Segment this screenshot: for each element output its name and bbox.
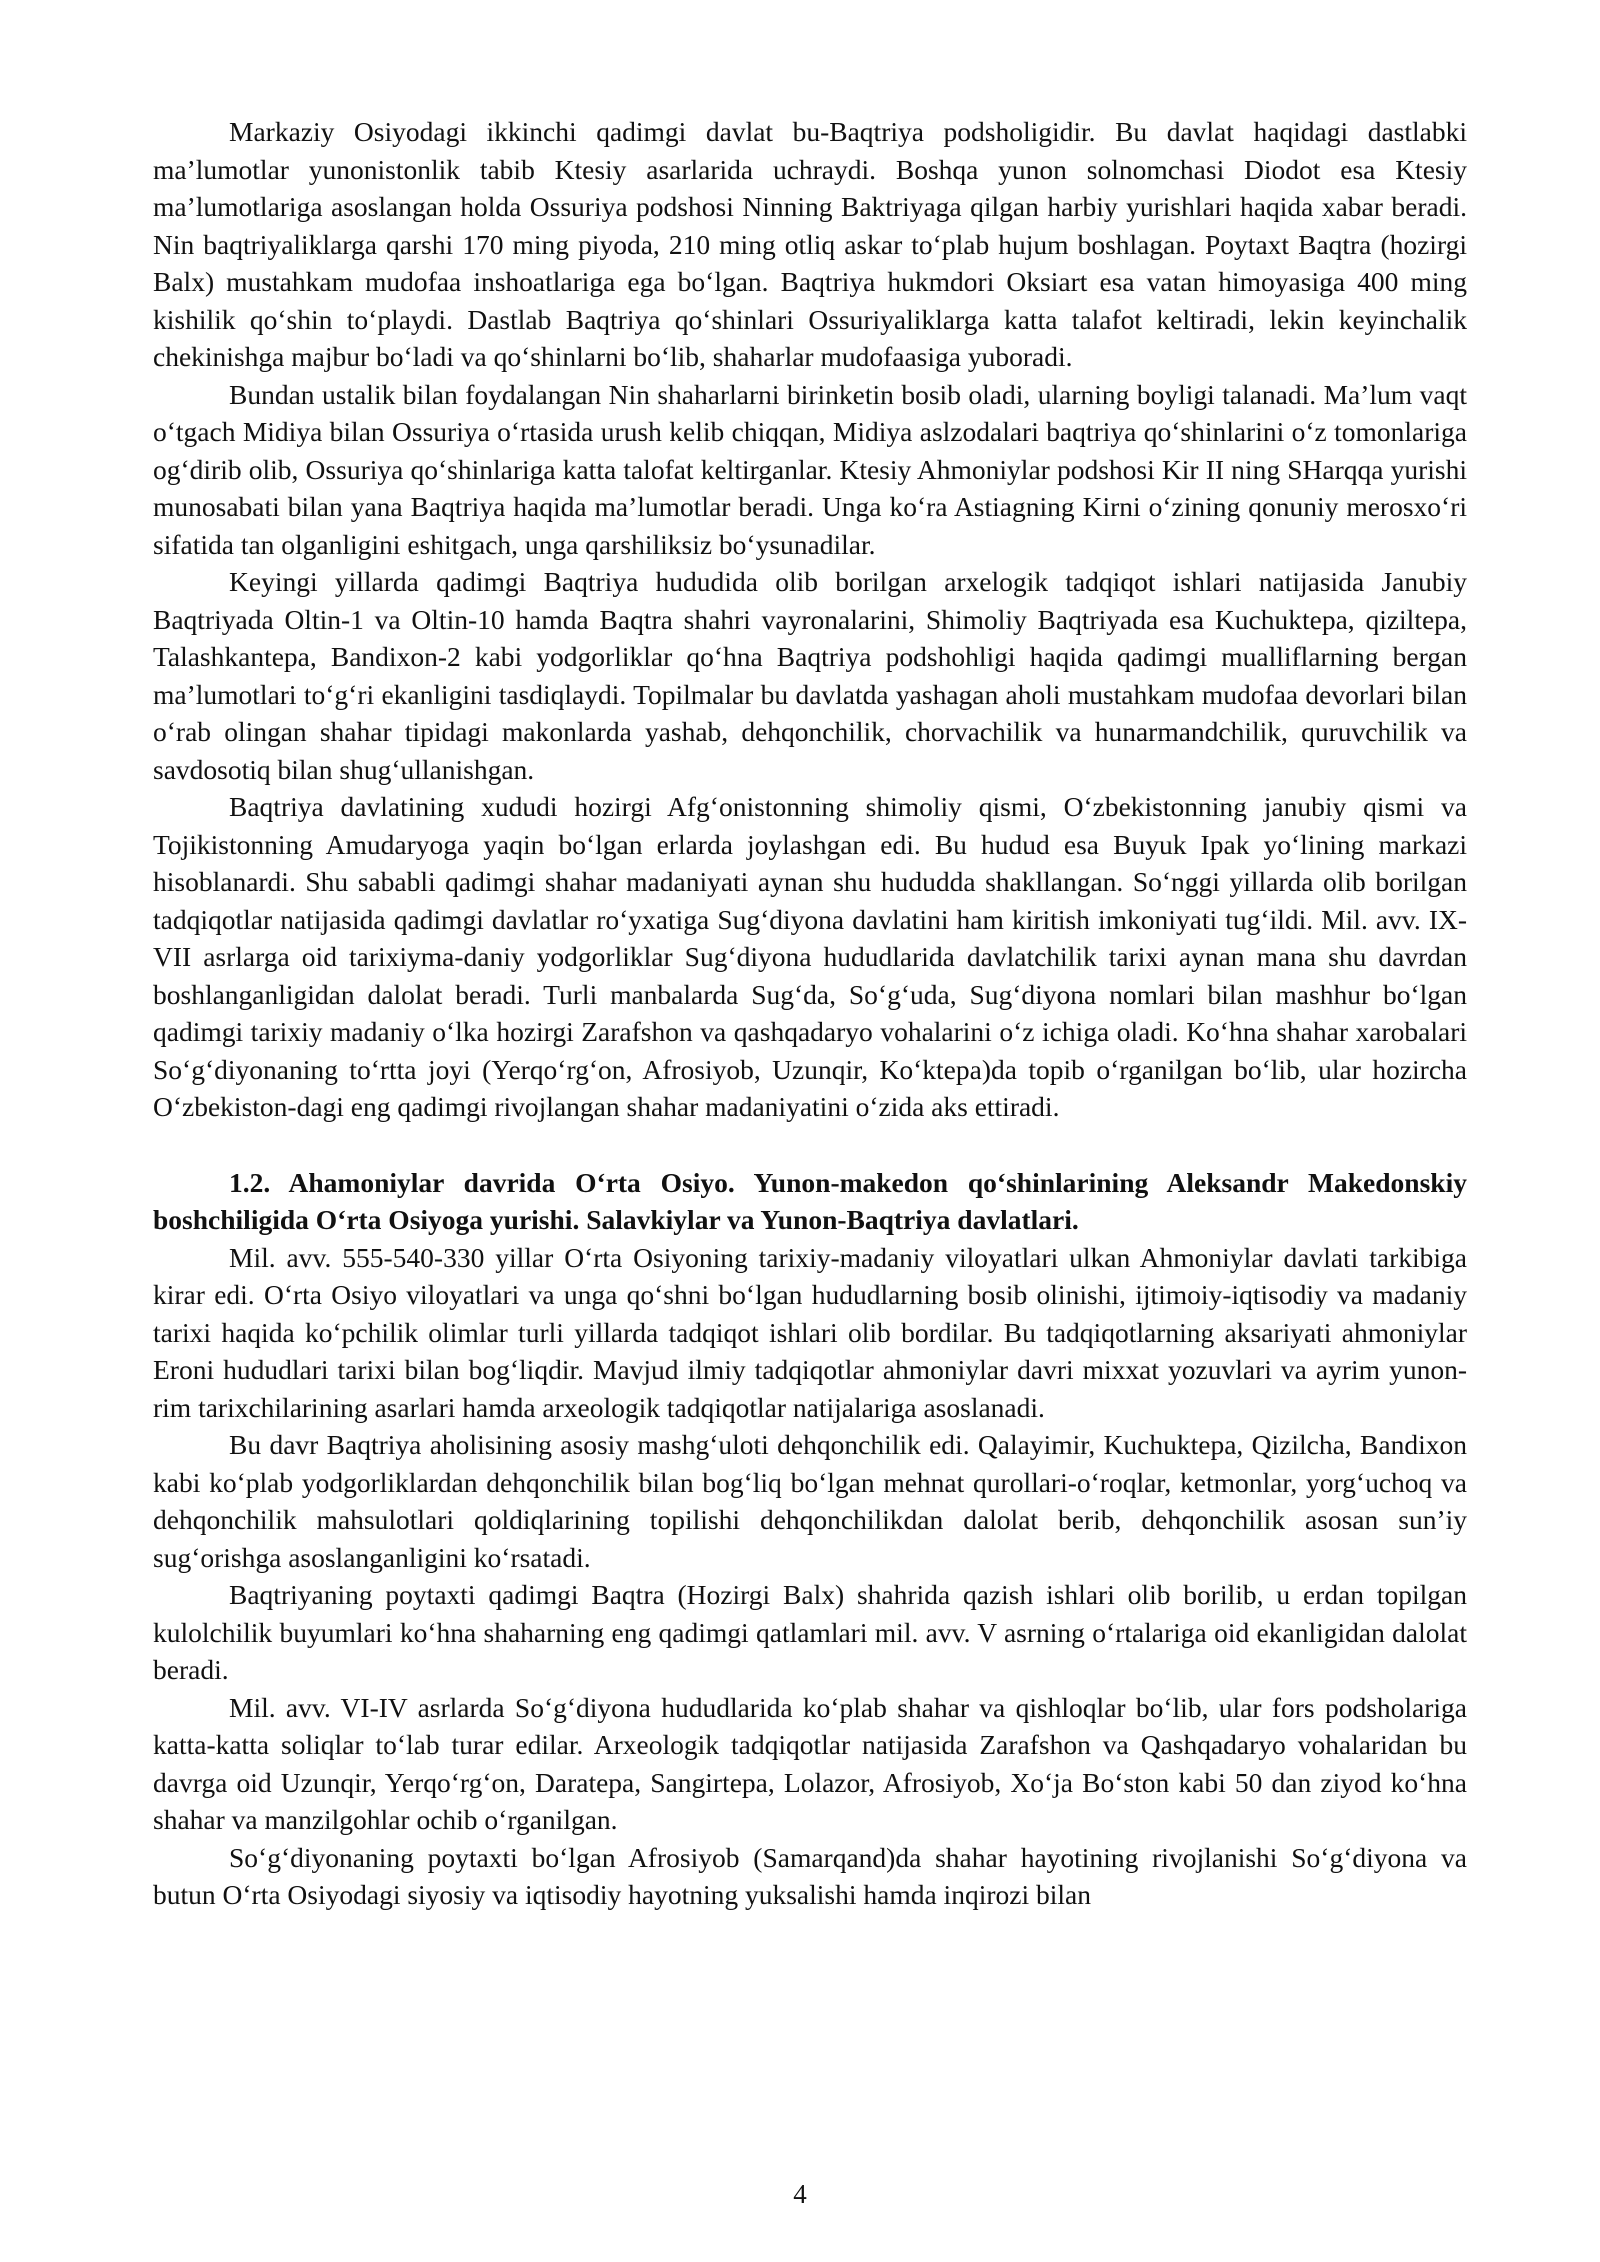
- paragraph: Baqtriya davlatining xududi hozirgi Afg‘onistonning shimoliy qismi, O‘zbekistonning janubiy qismi va Tojikistonning Amudaryoga yaqin bo‘lgan erlarda joylashgan edi. Bu hudud esa Buyuk Ipak yo‘lining markazi hisoblanardi. Shu sababli qadimgi shahar madaniyati aynan shu hududda shakllangan. So‘nggi yillarda olib borilgan tadqiqotlar natijasida qadimgi davlatlar ro‘yxatiga Sug‘diyona davlatini ham kiritish imkoniyati tug‘ildi. Mil. avv. IX-VII asrlarga oid tarixiyma-daniy yodgorliklar Sug‘diyona hududlarida davlatchilik tarixi aynan mana shu davrdan boshlanganligidan dalolat beradi. Turli manbalarda Sug‘da, So‘g‘uda, Sug‘diyona nomlari bilan mashhur bo‘lgan qadimgi tarixiy madaniy o‘lka hozirgi Zarafshon va qashqadaryo vohalarini o‘z ichiga oladi. Ko‘hna shahar xarobalari So‘g‘diyonaning to‘rtta joyi (Yerqo‘rg‘on, Afrosiyob, Uzunqir, Ko‘ktepa)da topib o‘rganilgan bo‘lib, ular hozircha O‘zbekiston-dagi eng qadimgi rivojlangan shahar madaniyatini o‘zida aks ettiradi.: [153, 791, 1467, 1122]
- section-heading: 1.2. Ahamoniylar davrida O‘rta Osiyo. Yunon-makedon qo‘shinlarining Aleksandr Makedonskiy boshchiligida O‘rta Osiyoga yurishi. Salavkiylar va Yunon-Baqtriya davlatlari.: [153, 1166, 1467, 1235]
- document-page: [153, 113, 1467, 1914]
- paragraph: Mil. avv. 555-540-330 yillar O‘rta Osiyoning tarixiy-madaniy viloyatlari ulkan Ahmoniylar davlati tarkibiga kirar edi. O‘rta Osiyo viloyatlari va unga qo‘shni bo‘lgan hududlarning bosib olinishi, ijtimoiy-iqtisodiy va madaniy tarixi haqida ko‘pchilik olimlar turli yillarda tadqiqot ishlari olib bordilar. Bu tadqiqotlarning aksariyati ahmoniylar Eroni hududlari tarixi bilan bog‘liqdir. Mavjud ilmiy tadqiqotlar ahmoniylar davri mixxat yozuvlari va ayrim yunon-rim tarixchilarining asarlari hamda arxeologik tadqiqotlar natijalariga asoslanadi.: [153, 1241, 1467, 1423]
- page-number: 4: [793, 2179, 807, 2209]
- section-spacer: [153, 1126, 1467, 1164]
- paragraph: Markaziy Osiyodagi ikkinchi qadimgi davlat bu-Baqtriya podsholigidir. Bu davlat haqidagi dastlabki ma’lumotlar yunonistonlik tabib Ktesiy asarlarida uchraydi. Boshqa yunon solnomchasi Diodot esa Ktesiy ma’lumotlariga asoslangan holda Ossuriya podshosi Ninning Baktriyaga qilgan harbiy yurishlari haqida xabar beradi. Nin baqtriyaliklarga qarshi 170 ming piyoda, 210 ming otliq askar to‘plab hujum boshlagan. Poytaxt Baqtra (hozirgi Balx) mustahkam mudofaa inshoatlariga ega bo‘lgan. Baqtriya hukmdori Oksiart esa vatan himoyasiga 400 ming kishilik qo‘shin to‘playdi. Dastlab Baqtriya qo‘shinlari Ossuriyaliklarga katta talafot keltiradi, lekin keyinchalik chekinishga majbur bo‘ladi va qo‘shinlarni bo‘lib, shaharlar mudofaasiga yuboradi.: [153, 116, 1467, 372]
- paragraph: Bundan ustalik bilan foydalangan Nin shaharlarni birinketin bosib oladi, ularning boyligi talanadi. Ma’lum vaqt o‘tgach Midiya bilan Ossuriya o‘rtasida urush kelib chiqqan, Midiya aslzodalari baqtriya qo‘shinlarini o‘z tomonlariga og‘dirib olib, Ossuriya qo‘shinlariga katta talofat keltirganlar. Ktesiy Ahmoniylar podshosi Kir II ning SHarqqa yurishi munosabati bilan yana Baqtriya haqida ma’lumotlar beradi. Unga ko‘ra Astiagning Kirni o‘zining qonuniy merosxo‘ri sifatida tan olganligini eshitgach, unga qarshiliksiz bo‘ysunadilar.: [153, 378, 1467, 560]
- paragraph: Baqtriyaning poytaxti qadimgi Baqtra (Hozirgi Balx) shahrida qazish ishlari olib borilib, u erdan topilgan kulolchilik buyumlari ko‘hna shaharning eng qadimgi qatlamlari mil. avv. V asrning o‘rtalariga oid ekanligidan dalolat beradi.: [153, 1579, 1467, 1685]
- paragraph: Bu davr Baqtriya aholisining asosiy mashg‘uloti dehqonchilik edi. Qalayimir, Kuchuktepa, Qizilcha, Bandixon kabi ko‘plab yodgorliklardan dehqonchilik bilan bog‘liq bo‘lgan mehnat qurollari-o‘roqlar, ketmonlar, yorg‘uchoq va dehqonchilik mahsulotlari qoldiqlarining topilishi dehqonchilikdan dalolat berib, dehqonchilik asosan sun’iy sug‘orishga asoslanganligini ko‘rsatadi.: [153, 1429, 1467, 1573]
- paragraph: So‘g‘diyonaning poytaxti bo‘lgan Afrosiyob (Samarqand)da shahar hayotining rivojlanishi So‘g‘diyona va butun O‘rta Osiyodagi siyosiy va iqtisodiy hayotning yuksalishi hamda inqirozi bilan: [153, 1841, 1467, 1910]
- paragraph: Keyingi yillarda qadimgi Baqtriya hududida olib borilgan arxelogik tadqiqot ishlari natijasida Janubiy Baqtriyada Oltin-1 va Oltin-10 hamda Baqtra shahri vayronalarini, Shimoliy Baqtriyada esa Kuchuktepa, qiziltepa, Talashkantepa, Bandixon-2 kabi yodgorliklar qo‘hna Baqtriya podshohligi haqida qadimgi mualliflarning bergan ma’lumotlari to‘g‘ri ekanligini tasdiqlaydi. Topilmalar bu davlatda yashagan aholi mustahkam mudofaa devorlari bilan o‘rab olingan shahar tipidagi makonlarda yashab, dehqonchilik, chorvachilik va hunarmandchilik, quruvchilik va savdosotiq bilan shug‘ullanishgan.: [153, 566, 1467, 785]
- paragraph: Mil. avv. VI-IV asrlarda So‘g‘diyona hududlarida ko‘plab shahar va qishloqlar bo‘lib, ular fors podsholariga katta-katta soliqlar to‘lab turar edilar. Arxeologik tadqiqotlar natijasida Zarafshon va Qashqadaryo vohalaridan bu davrga oid Uzunqir, Yerqo‘rg‘on, Daratepa, Sangirtepa, Lolazor, Afrosiyob, Xo‘ja Bo‘ston kabi 50 dan ziyod ko‘hna shahar va manzilgohlar ochib o‘rganilgan.: [153, 1691, 1467, 1835]
